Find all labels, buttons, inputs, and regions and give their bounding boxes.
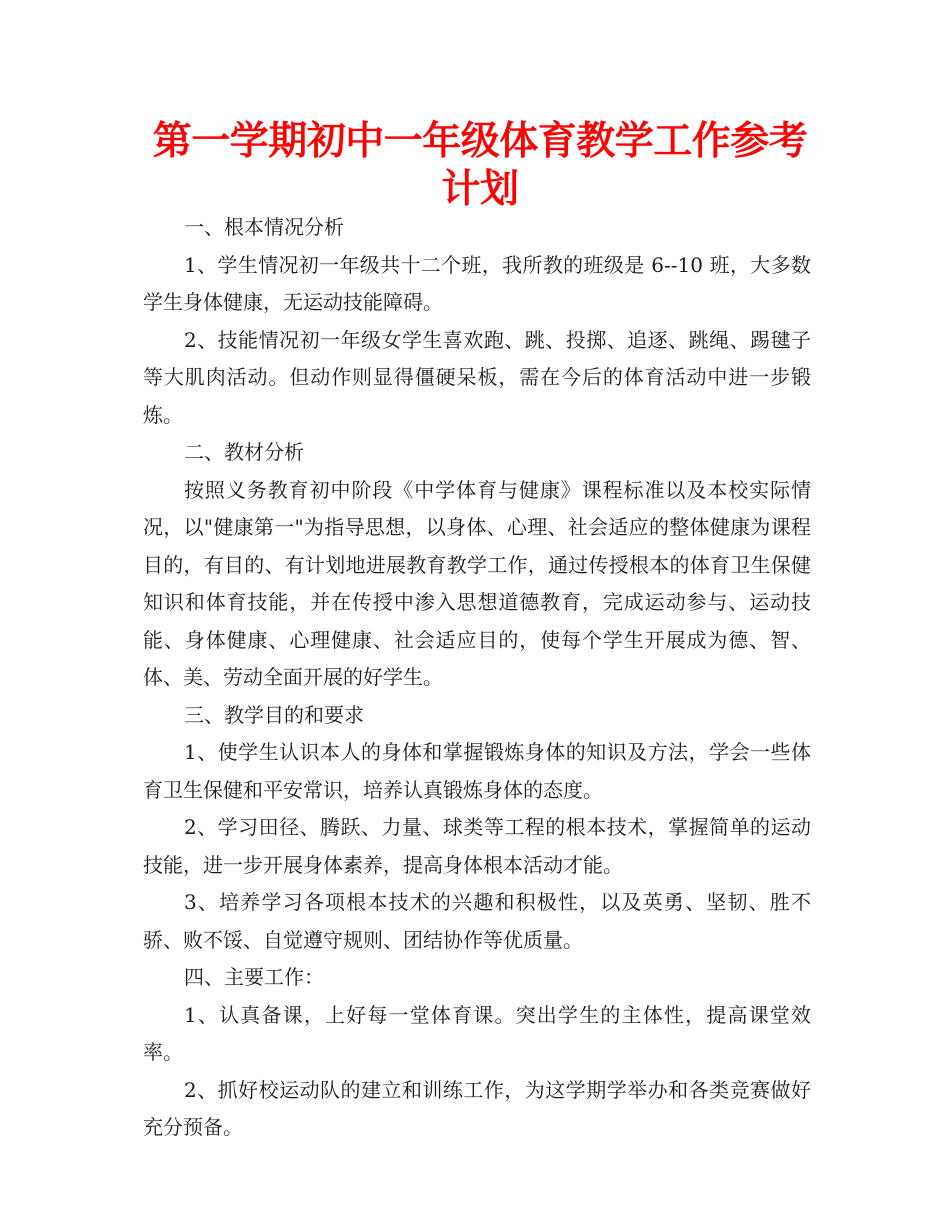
paragraph-objective-3: 3、培养学习各项根本技术的兴趣和积极性，以及英勇、坚韧、胜不骄、败不馁、自觉遵守规则、团结协作等优质量。 (143, 890, 811, 952)
paragraph-work-2: 2、抓好校运动队的建立和训练工作，为这学期学举办和各类竞赛做好充分预备。 (143, 1077, 811, 1139)
paragraph-work-1: 1、认真备课，上好每一堂体育课。突出学生的主体性，提高课堂效率。 (143, 1002, 811, 1064)
paragraph-objective-1: 1、使学生认识本人的身体和掌握锻炼身体的知识及方法，学会一些体育卫生保健和平安常识，培养认真锻炼身体的态度。 (143, 740, 811, 802)
section-heading-objectives: 三、教学目的和要求 (184, 702, 364, 727)
section-heading-situation: 一、根本情况分析 (184, 215, 344, 239)
paragraph-skill-situation: 2、技能情况初一年级女学生喜欢跑、跳、投掷、追逐、跳绳、踢毽子等大肌肉活动。但动作则显得僵硬呆板，需在今后的体育活动中进一步锻炼。 (143, 327, 811, 427)
paragraph-student-situation: 1、学生情况初一年级共十二个班，我所教的班级是 6--10 班，大多数学生身体健康，无运动技能障碍。 (143, 252, 811, 314)
paragraph-objective-2: 2、学习田径、腾跃、力量、球类等工程的根本技术，掌握简单的运动技能，进一步开展身体素养，提高身体根本活动才能。 (143, 815, 811, 877)
document-body (143, 209, 811, 1147)
paragraph-materials-analysis: 按照义务教育初中阶段《中学体育与健康》课程标准以及本校实际情况，以"健康第一"为指导思想，以身体、心理、社会适应的整体健康为课程目的，有目的、有计划地进展教育教学工作，通过传授根本的体育卫生保健知识和体育技能，并在传授中渗入思想道德教育，完成运动参与、运动技能、身体健康、心理健康、社会适应目的，使每个学生开展成为德、智、体、美、劳动全面开展的好学生。 (143, 477, 811, 689)
section-heading-materials: 二、教材分析 (184, 440, 304, 464)
section-heading-main-work: 四、主要工作： (184, 965, 324, 989)
document-title: 第一学期初中一年级体育教学工作参考计划 (152, 119, 808, 212)
